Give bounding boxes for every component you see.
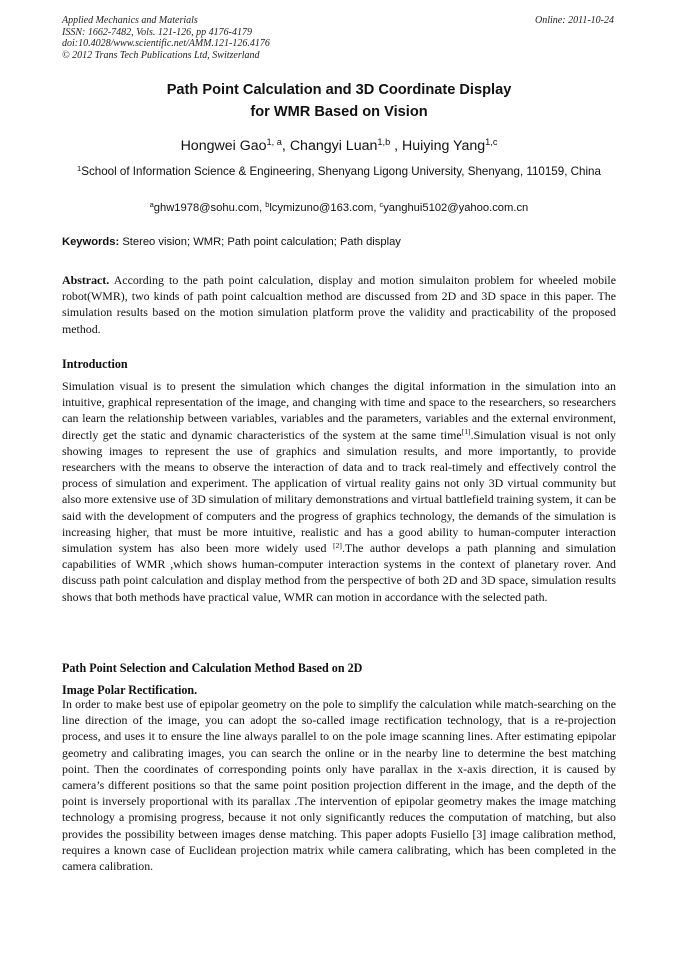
author-affil-sup: 1,b <box>377 136 391 147</box>
author-name: Huiying Yang <box>402 138 486 154</box>
author-list: Hongwei Gao$^{1, a}$, Changyi Luan$^{1,b}$ , Huiying Yang$^{1,c}$ <box>180 136 498 154</box>
affiliation-text: School of Information Science & Engineering, Shenyang Ligong University, Shenyang, 110159, China <box>81 165 601 178</box>
abstract-label: Abstract. <box>62 273 110 287</box>
polar-rectification-paragraph: In order to make best use of epipolar geometry on the pole to simplify the calculation while match-searching on the line direction of the image, you can adopt the so-called image rectification technology, that is a re-projection process, and uses it to ensure the line always parallel to on the pole image scanning lines. After estimating epipolar geometry and calibrating images, you can search the online or in the nearby line to determine the best matching point. Then the coordinates of corresponding points only have parallax in the x-axis direction, it is caused by camera’s different positions so that the same point position projection different in the image, and the depth of the point is inversely proportional with its parallax .The intervention of epipolar geometry makes the image matching technology a promising progress, because it not only significantly reduces the computation of matching, but also provides the possibility between images dense matching. This paper adopts Fusiello [3] image calibration method, requires a known case of Euclidean projection matrix while camera calibrating, which has been completed in the camera calibration. <box>62 697 616 874</box>
abstract <box>62 272 616 337</box>
subsection-heading: Image Polar Rectification. <box>62 683 198 697</box>
intro-text-2: .Simulation visual is not only showing images to represent the use of graphics and simulation results, and more importantly, to provide researchers with the means to observe the interaction of data and to track real-timely and effectively control the process of simulation and experiment. The application of virtual reality gains not only 3D virtual community but also more extensive use of 3D simulation of military demonstrations and virtual battlefield training system, it can be said with the development of computers and the progress of graphics technology, the demands of the simulation is increasing higher, that must be more intuitive, realistic and has a good ability to human-computer interaction simulation system has also been more widely used <box>62 427 616 556</box>
affiliation <box>62 164 616 179</box>
email-address: lcymizuno@163.com <box>269 202 374 214</box>
abstract-text: According to the path point calculation, display and motion simulaiton problem for wheeled mobile robot(WMR), two kinds of path point calcualtion method are discussed from 2D and 3D space in this paper. The simulation results based on the motion simulation platform prove the validity and practicability of the proposed method. <box>62 273 616 336</box>
keywords <box>62 236 616 248</box>
citation-2: [2] <box>332 540 342 550</box>
email-address: ghw1978@sohu.com <box>153 202 260 214</box>
journal-header <box>62 15 270 61</box>
title-line-1: Path Point Calculation and 3D Coordinate Display <box>166 82 512 98</box>
keywords-label: Keywords: <box>62 236 120 248</box>
issn-line: ISSN: 1662-7482, Vols. 121-126, pp 4176-4179 <box>62 26 252 38</box>
author-affil-sup: 1,c <box>485 136 498 147</box>
affil-sup: 1 <box>77 163 82 173</box>
intro-text-1: Simulation visual is to present the simulation which changes the digital information in the simulation into an intuitive, graphical representation of the image, and changing with time and space to the researchers, so researchers can learn the relationship between variables, variables and the parameters, variables and the external environment, directly get the static and dynamic characteristics of the system at the same time <box>62 379 616 442</box>
email-sup: c <box>379 200 384 209</box>
email-sup: b <box>265 200 270 209</box>
email-sup: a <box>149 200 154 209</box>
section-heading: Path Point Selection and Calculation Method Based on 2D <box>62 661 363 675</box>
doi-line: doi:10.4028/www.scientific.net/AMM.121-126.4176 <box>62 38 270 50</box>
copyright-line: © 2012 Trans Tech Publications Ltd, Switzerland <box>62 49 260 61</box>
introduction-paragraph <box>62 378 616 605</box>
intro-text-3: .The author develops a path planning and simulation capabilities of WMR ,which shows human-computer interaction systems in the context of planetary rover. And discuss path point calculation and display method from the perspective of both 2D and 3D space, simulation results shows that both methods have practical value, WMR can motion in accordance with the selected path. <box>62 541 616 604</box>
citation-1: [1] <box>461 427 471 437</box>
paper-title <box>62 80 616 123</box>
title-line-2: for WMR Based on Vision <box>250 103 428 120</box>
author-affil-sup: 1, a <box>266 136 282 147</box>
author-name: Hongwei Gao <box>180 138 267 154</box>
introduction-heading: Introduction <box>62 357 128 371</box>
email-list: $^a$ghw1978@sohu.com, $^b$lcymizuno@163.com, $^c$yanghui5102@yahoo.com.cn <box>149 200 529 214</box>
author-name: Changyi Luan <box>289 138 378 154</box>
email-address: yanghui5102@yahoo.com.cn <box>383 202 529 214</box>
online-date: Online: 2011-10-24 <box>535 15 614 26</box>
keywords-text: Stereo vision; WMR; Path point calculation; Path display <box>122 236 401 248</box>
journal-name: Applied Mechanics and Materials <box>62 15 198 26</box>
